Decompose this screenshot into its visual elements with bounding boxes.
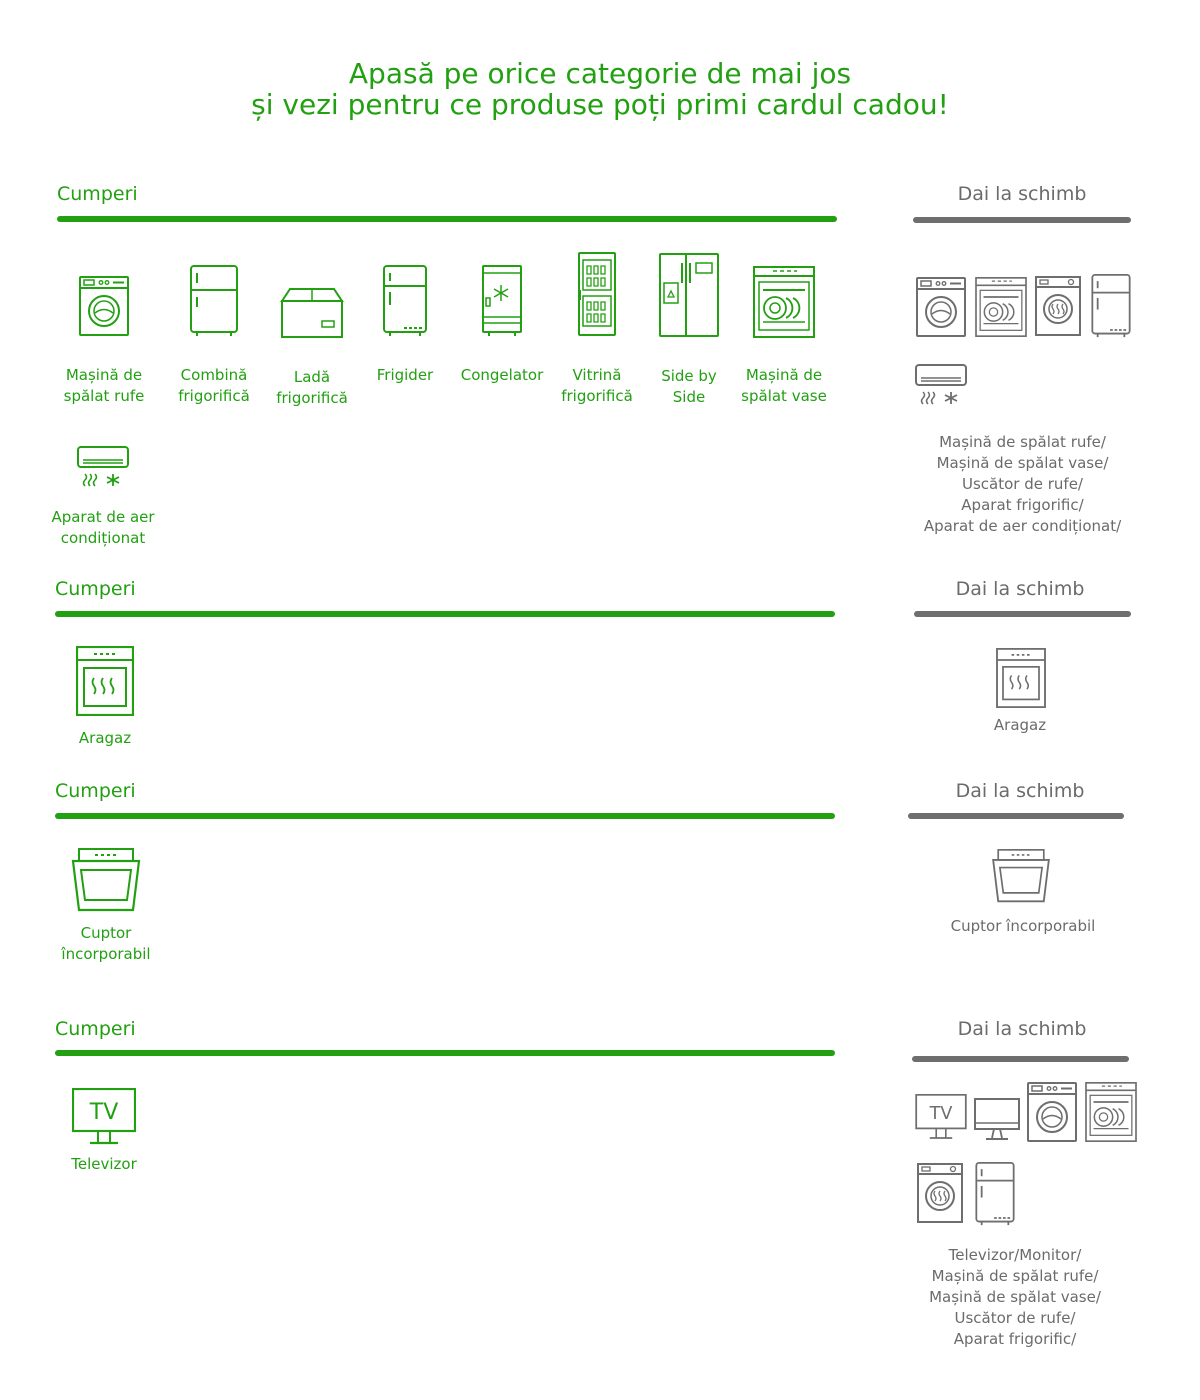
dryer-icon [1035,275,1081,337]
tv-icon [72,1088,136,1148]
category-label: Vitrină [572,366,622,384]
category-label: încorporabil [61,945,151,963]
swap-divider [908,813,1124,819]
swap-label: Dai la schimb [955,780,1085,802]
category-air-conditioner[interactable] [38,446,168,549]
fridge-icon [382,265,428,337]
washing-machine-icon [79,276,129,336]
swap-line: Uscător de rufe/ [962,475,1083,493]
page-title [0,58,1200,120]
dishwasher-icon [753,266,815,338]
swap-label: Dai la schimb [957,1018,1087,1040]
category-label: condiționat [60,529,146,547]
category-label: frigorifică [561,387,633,405]
swap-label: Dai la schimb [957,183,1087,205]
buy-divider [55,1050,835,1056]
swap-line: Aparat frigorific/ [961,496,1084,514]
washing-machine-icon [916,277,966,337]
buy-label: Cumperi [55,578,136,600]
stove-icon [996,648,1046,708]
category-label: Aragaz [78,729,132,747]
buy-label: Cumperi [57,183,138,205]
built-in-oven-icon [991,849,1051,903]
wine-cooler-icon [577,252,617,338]
swap-line: Mașină de spălat rufe/ [939,433,1106,451]
category-washing-machine[interactable] [44,276,164,407]
swap-label: Dai la schimb [955,578,1085,600]
air-conditioner-icon [915,364,967,408]
chest-freezer-icon [280,287,344,339]
freezer-icon [481,265,523,337]
buy-divider [57,216,837,222]
category-label: Ladă [293,368,331,386]
title-line-1: Apasă pe orice categorie de mai jos [348,57,852,90]
monitor-icon [974,1098,1020,1144]
category-label: Congelator [460,366,544,384]
swap-line: Uscător de rufe/ [954,1309,1076,1327]
swap-divider [913,217,1131,223]
category-label: Aparat de aer [51,508,155,526]
buy-divider [55,813,835,819]
dishwasher-icon [975,277,1027,337]
swap-description: Aragaz [993,716,1047,734]
category-built-in-oven[interactable] [46,848,166,965]
swap-line: Televizor/Monitor/ [948,1246,1082,1264]
category-label: spălat rufe [63,387,145,405]
fridge-combo-icon [189,265,239,337]
swap-divider [914,611,1131,617]
category-dishwasher[interactable] [724,266,844,407]
category-label: Side [672,388,706,406]
category-label: Televizor [71,1155,137,1173]
category-label: Cuptor [80,924,132,942]
swap-line: Mașină de spălat vase/ [936,454,1109,472]
category-label: frigorifică [276,389,348,407]
swap-line: Mașină de spălat vase/ [929,1288,1101,1306]
category-label: Side by [661,367,717,385]
side-by-side-fridge-icon [658,253,720,339]
category-label: Combină [180,366,248,384]
tv-icon [915,1094,967,1142]
washing-machine-icon [1027,1082,1077,1142]
swap-line: Mașină de spălat rufe/ [931,1267,1099,1285]
built-in-oven-icon [71,848,141,912]
swap-line: Aparat frigorific/ [953,1330,1077,1348]
category-label: Mașină de [745,366,823,384]
swap-divider [912,1056,1129,1062]
buy-label: Cumperi [55,1018,136,1040]
dryer-icon [917,1162,963,1224]
title-line-2: și vezi pentru ce produse poți primi cardul cadou! [251,88,949,121]
fridge-icon [1089,274,1133,338]
air-conditioner-icon [77,446,129,490]
dishwasher-icon [1085,1082,1137,1142]
buy-label: Cumperi [55,780,136,802]
fridge-icon [973,1162,1017,1226]
category-tv[interactable] [42,1088,166,1175]
swap-description: Cuptor încorporabil [950,917,1096,935]
swap-description [900,1245,1130,1350]
category-stove[interactable] [45,646,165,749]
swap-description [900,432,1145,537]
category-label: Mașină de [65,366,143,384]
buy-divider [55,611,835,617]
category-label: Frigider [376,366,434,384]
category-label: frigorifică [178,387,250,405]
category-label: spălat vase [741,387,827,405]
swap-line: Aparat de aer condiționat/ [923,517,1122,535]
stove-icon [76,646,134,716]
